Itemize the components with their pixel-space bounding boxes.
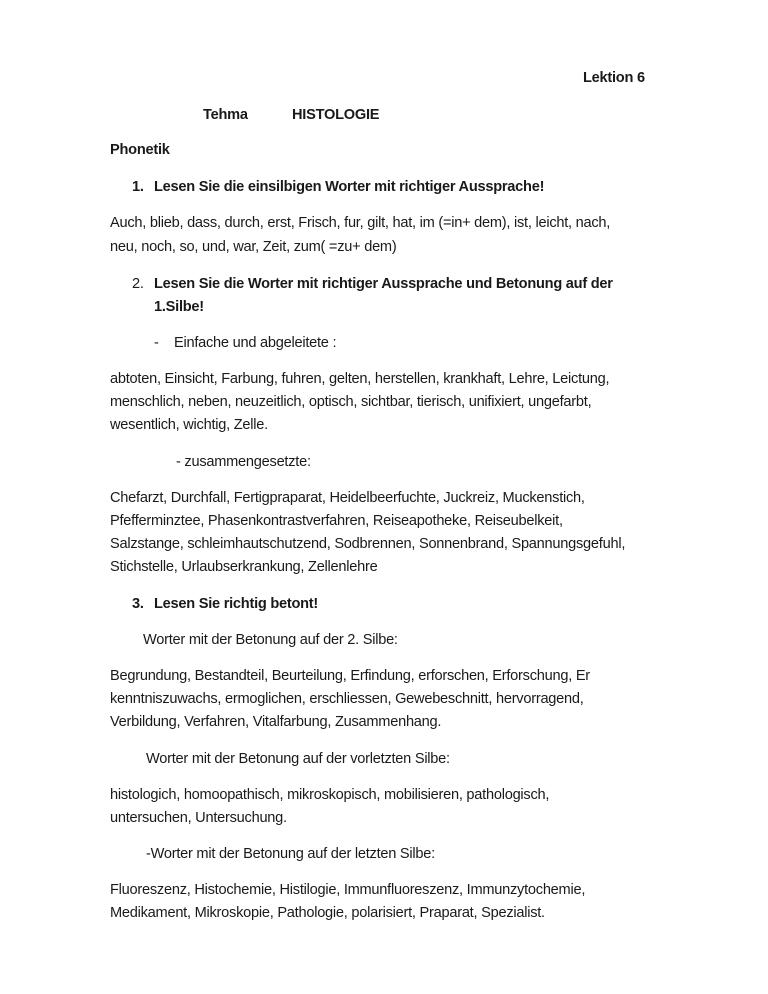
- task1-title: Lesen Sie die einsilbigen Worter mit richtiger Aussprache!: [154, 179, 545, 195]
- task3-group-line: untersuchen, Untersuchung.: [110, 810, 287, 826]
- task2-heading: [132, 275, 613, 293]
- task2-sub1-line: menschlich, neben, neuzeitlich, optisch, sichtbar, tierisch, unifixiert, ungefarbt,: [110, 394, 592, 410]
- task3-group-line: Fluoreszenz, Histochemie, Histilogie, Immunfluoreszenz, Immunzytochemie,: [110, 882, 586, 898]
- topic-label: Tehma: [203, 107, 248, 123]
- task3-group-label: Worter mit der Betonung auf der vorletzten Silbe:: [146, 751, 450, 767]
- section-title: Phonetik: [110, 142, 170, 158]
- task3-group-line: Medikament, Mikroskopie, Pathologie, polarisiert, Praparat, Spezialist.: [110, 905, 545, 921]
- task3-number: 3.: [132, 596, 144, 612]
- task2-title-cont: 1.Silbe!: [154, 299, 204, 315]
- task3-group-line: kenntniszuwachs, ermoglichen, erschliessen, Gewebeschnitt, hervorragend,: [110, 691, 584, 707]
- task2-title: Lesen Sie die Worter mit richtiger Aussprache und Betonung auf der: [154, 276, 613, 292]
- task2-sub1-line: wesentlich, wichtig, Zelle.: [110, 417, 268, 433]
- task2-sub1-bullet: -: [154, 335, 159, 351]
- task3-group-line: Verbildung, Verfahren, Vitalfarbung, Zusammenhang.: [110, 714, 442, 730]
- task2-sub1-line: abtoten, Einsicht, Farbung, fuhren, gelten, herstellen, krankhaft, Lehre, Leictung,: [110, 371, 610, 387]
- task3-group-label: Worter mit der Betonung auf der 2. Silbe:: [143, 632, 398, 648]
- task2-sub1-label: Einfache und abgeleitete :: [174, 335, 337, 351]
- task3-group-label: -Worter mit der Betonung auf der letzten Silbe:: [146, 846, 435, 862]
- task3-group-line: Begrundung, Bestandteil, Beurteilung, Erfindung, erforschen, Erforschung, Er: [110, 668, 590, 684]
- task2-sub2-line: Pfefferminztee, Phasenkontrastverfahren, Reiseapotheke, Reiseubelkeit,: [110, 513, 563, 529]
- task3-group-line: histologich, homoopathisch, mikroskopisch, mobilisieren, pathologisch,: [110, 787, 550, 803]
- task1-number: 1.: [132, 179, 144, 195]
- task1-text-line: Auch, blieb, dass, durch, erst, Frisch, fur, gilt, hat, im (=in+ dem), ist, leicht, nach,: [110, 215, 611, 231]
- topic-title: HISTOLOGIE: [292, 107, 380, 123]
- task2-sub2-line: Stichstelle, Urlaubserkrankung, Zellenlehre: [110, 559, 378, 575]
- task2-number: 2.: [132, 276, 144, 292]
- task1-text-line: neu, noch, so, und, war, Zeit, zum( =zu+ dem): [110, 239, 397, 255]
- task2-sub2-line: Salzstange, schleimhautschutzend, Sodbrennen, Sonnenbrand, Spannungsgefuhl,: [110, 536, 626, 552]
- task2-sub2-label: - zusammengesetzte:: [176, 454, 311, 470]
- lesson-number: Lektion 6: [583, 70, 645, 86]
- task3-heading: [132, 595, 318, 613]
- task2-sub2-line: Chefarzt, Durchfall, Fertigpraparat, Heidelbeerfuchte, Juckreiz, Muckenstich,: [110, 490, 585, 506]
- task1-heading: [132, 178, 544, 196]
- task3-title: Lesen Sie richtig betont!: [154, 596, 319, 612]
